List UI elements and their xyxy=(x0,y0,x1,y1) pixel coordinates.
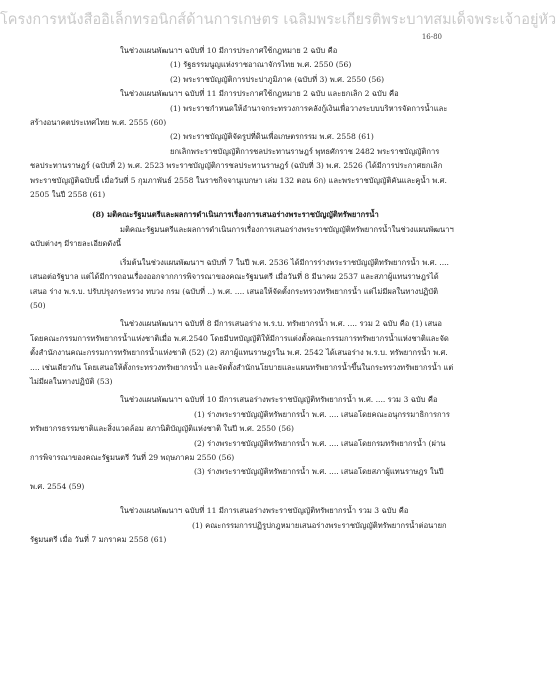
paragraph: ยกเลิกพระราชบัญญัติการชลประทานราษฎร์ พุทธศักราช 2482 พระราชบัญญัติการชลประทานราษฎร์ (ฉบับที่ 2) พ.ศ. 2523 พระราชบัญญัติการชลประทานราษฎร์ (ฉบับที่ 3) พ.ศ. 2526 (ได้มีการประกาศยกเลิกพระราชบัญญัติฉบับนี้ เมื่อวันที่ 5 กุมภาพันธ์ 2558 ในราชกิจจานุเบกษา เล่ม 132 ตอน 6ก) และพระราชบัญญัติคันและคูน้ำ พ.ศ. 2505 ในปี 2558 (61) xyxy=(30,146,447,200)
list-item: (1) ร่างพระราชบัญญัติทรัพยากรน้ำ พ.ศ. .... เสนอโดยคณะอนุกรรมาธิการการทรัพยากรธรรมชาติและสิ่งแวดล้อม สภานิติบัญญัติแห่งชาติ ในปี พ.ศ. 2550 (56) xyxy=(30,409,450,434)
section-heading: (8) มติคณะรัฐมนตรีและผลการดำเนินการเรื่องการเสนอร่างพระราชบัญญัติทรัพยากรน้ำ xyxy=(92,210,379,220)
document-body xyxy=(30,44,454,547)
book-series-title: โครงการหนังสืออิเล็กทรอนิกส์ด้านการเกษตร เฉลิมพระเกียรติพระบาทสมเด็จพระเจ้าอยู่หัว xyxy=(0,12,556,28)
list-item: (2) พระราชบัญญัติจัดรูปที่ดินเพื่อเกษตรกรรม พ.ศ. 2558 (61) xyxy=(170,132,374,142)
page-number: 16-80 xyxy=(421,33,442,41)
paragraph: ในช่วงแผนพัฒนาฯ ฉบับที่ 10 มีการประกาศใช้กฎหมาย 2 ฉบับ คือ xyxy=(120,46,338,55)
paragraph: เริ่มต้นในช่วงแผนพัฒนาฯ ฉบับที่ 7 ในปี พ.ศ. 2536 ได้มีการร่างพระราชบัญญัติทรัพยากรน้ำ พ.ศ. .... เสนอต่อรัฐบาล แต่ได้มีการถอนเรื่องออกจากการพิจารณาของคณะรัฐมนตรี เมื่อวันที่ 8 มีนาคม 2537 และสภาผู้แทนราษฎรได้เสนอ ร่าง พ.ร.บ. ปรับปรุงกระทรวง ทบวง กรม (ฉบับที่ ..) พ.ศ. .... เสนอให้จัดตั้งกระทรวงทรัพยากรน้ำ แต่ไม่มีผลในทางปฏิบัติ (50) xyxy=(30,257,449,310)
paragraph: ในช่วงแผนพัฒนาฯ ฉบับที่ 10 มีการเสนอร่างพระราชบัญญัติทรัพยากรน้ำ พ.ศ. .... รวม 3 ฉบับ คือ xyxy=(120,395,438,405)
list-item: (3) ร่างพระราชบัญญัติทรัพยากรน้ำ พ.ศ. .... เสนอโดยสภาผู้แทนราษฎร ในปี พ.ศ. 2554 (59) xyxy=(30,467,444,491)
paragraph: มติคณะรัฐมนตรีและผลการดำเนินการเรื่องการเสนอร่างพระราชบัญญัติทรัพยากรน้ำในช่วงแผนพัฒนาฯ ฉบับต่างๆ มีรายละเอียดดังนี้ xyxy=(30,224,454,249)
list-item: (2) พระราชบัญญัติการประปาภูมิภาค (ฉบับที่ 3) พ.ศ. 2550 (56) xyxy=(170,74,385,84)
paragraph: ในช่วงแผนพัฒนาฯ ฉบับที่ 11 มีการเสนอร่างพระราชบัญญัติทรัพยากรน้ำ รวม 3 ฉบับ คือ xyxy=(120,506,409,516)
list-item: (1) รัฐธรรมนูญแห่งราชอาณาจักรไทย พ.ศ. 2550 (56) xyxy=(170,60,352,70)
list-item: (2) ร่างพระราชบัญญัติทรัพยากรน้ำ พ.ศ. .... เสนอโดยกรมทรัพยากรน้ำ (ผ่านการพิจารณาของคณะรัฐมนตรี วันที่ 29 พฤษภาคม 2550 (56) xyxy=(30,438,446,462)
paragraph: ในช่วงแผนพัฒนาฯ ฉบับที่ 11 มีการประกาศใช้กฎหมาย 2 ฉบับ และยกเลิก 2 ฉบับ คือ xyxy=(120,89,399,99)
list-item: (1) พระราชกำหนดให้อำนาจกระทรวงการคลังกู้เงินเพื่อวางระบบบริหารจัดการน้ำและสร้างอนาคตประเทศไทย พ.ศ. 2555 (60) xyxy=(30,103,448,128)
list-item: (1) คณะกรรมการปฏิรูปกฎหมายเสนอร่างพระราชบัญญัติทรัพยากรน้ำต่อนายกรัฐมนตรี เมื่อ วันที่ 7 มกราคม 2558 (61) xyxy=(30,520,447,544)
paragraph: ในช่วงแผนพัฒนาฯ ฉบับที่ 8 มีการเสนอร่าง พ.ร.บ. ทรัพยากรน้ำ พ.ศ. .... รวม 2 ฉบับ คือ (1) เสนอโดยคณะกรรมการทรัพยากรน้ำแห่งชาติเมื่อ พ.ศ.2540 โดยมีบทบัญญัติให้มีการแต่งตั้งคณะกรรมการทรัพยากรน้ำแห่งชาติและจัดตั้งสำนักงานคณะกรรมการทรัพยากรน้ำแห่งชาติ (52) (2) สภาผู้แทนราษฎรใน พ.ศ. 2542 ได้เสนอร่าง พ.ร.บ. ทรัพยากรน้ำ พ.ศ. .... เช่นเดียวกัน โดยเสนอให้ตั้งกระทรวงทรัพยากรน้ำ และจัดตั้งสำนักนโยบายและแผนทรัพยากรน้ำขึ้นในกระทรวงทรัพยากรน้ำ แต่ไม่มีผลในทางปฏิบัติ (53) xyxy=(30,319,454,386)
